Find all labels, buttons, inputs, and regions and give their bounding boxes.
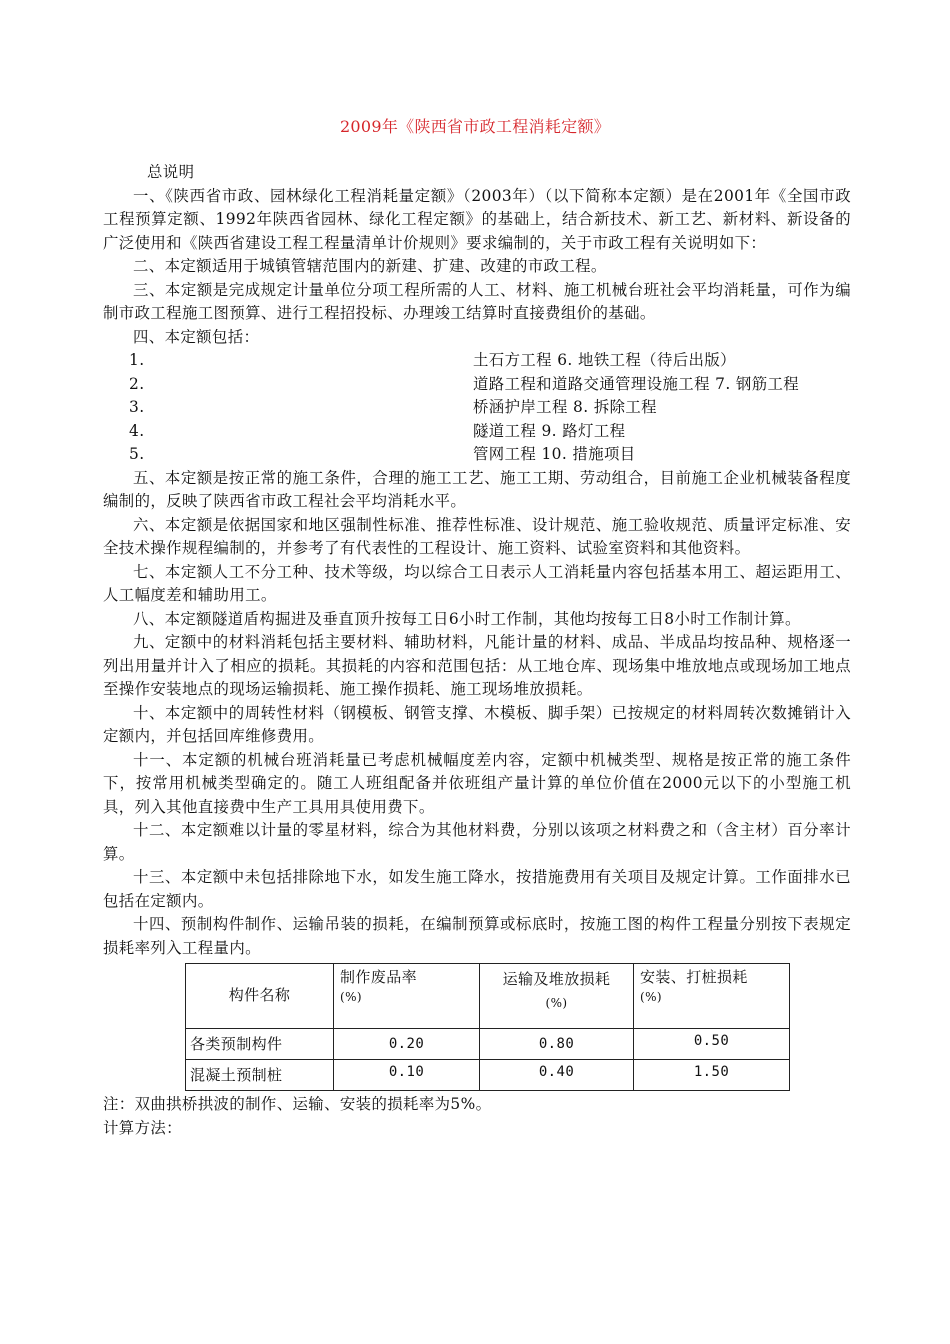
row-scrap-rate: 0.20 [334,1029,480,1060]
list-item [103,373,851,397]
header-transport-loss-label: 运输及堆放损耗 [502,970,611,988]
scope-list [103,349,851,467]
document-body [103,161,851,1140]
list-item-number: 1. [129,351,145,369]
paragraph-1: 一、《陕西省市政、园林绿化工程消耗量定额》（2003年）（以下简称本定额）是在2001年《全国市政工程预算定额、1992年陕西省园林、绿化工程定额》的基础上，结合新技术、新工艺、新材料、新设备的广泛使用和《陕西省建设工程工程量清单计价规则》要求编制的，关于市政工程有关说明如下： [103,186,851,252]
list-item-text: 管网工程 10. 措施项目 [473,445,636,463]
paragraph-13: 十三、本定额中未包括排除地下水，如发生施工降水，按措施费用有关项目及规定计算。工作面排水已包括在定额内。 [103,868,851,910]
header-scrap-rate-unit: (%) [340,990,362,1004]
paragraph-4: 四、本定额包括： [133,327,260,346]
table-row [186,1060,790,1091]
list-item [103,420,851,444]
paragraph-10: 十、本定额中的周转性材料（钢模板、钢管支撑、木模板、脚手架）已按规定的材料周转次数摊销计入定额内，并包括回库维修费用。 [103,703,851,745]
paragraph-5: 五、本定额是按正常的施工条件，合理的施工工艺、施工工期、劳动组合，目前施工企业机械装备程度编制的，反映了陕西省市政工程社会平均消耗水平。 [103,468,851,510]
header-scrap-rate-label: 制作废品率 [340,968,418,986]
list-item-number: 4. [129,421,145,440]
paragraph-12: 十二、本定额难以计量的零星材料，综合为其他材料费，分别以该项之材料费之和（含主材）百分率计算。 [103,821,851,863]
list-item-text: 隧道工程 9. 路灯工程 [473,421,626,440]
list-item-text: 桥涵护岸工程 8. 拆除工程 [473,398,657,416]
header-install-loss [634,964,790,1029]
loss-rate-table [185,963,790,1091]
paragraph-14: 十四、预制构件制作、运输吊装的损耗，在编制预算或标底时，按施工图的构件工程量分别按下表规定损耗率列入工程量内。 [103,915,851,957]
row-transport-loss: 0.80 [480,1029,634,1060]
paragraph-3: 三、本定额是完成规定计量单位分项工程所需的人工、材料、施工机械台班社会平均消耗量，可作为编制市政工程施工图预算、进行工程招投标、办理竣工结算时直接费组价的基础。 [103,280,851,322]
section-heading: 总说明 [147,163,195,181]
header-install-loss-unit: (%) [640,990,662,1004]
row-scrap-rate: 0.10 [334,1060,480,1091]
row-install-loss: 0.50 [634,1029,790,1060]
table-row [186,1029,790,1060]
paragraph-8: 八、本定额隧道盾构掘进及垂直顶升按每工日6小时工作制，其他均按每工日8小时工作制计算。 [133,609,801,628]
header-install-loss-label: 安装、打桩损耗 [640,968,748,986]
header-scrap-rate [334,964,480,1029]
paragraph-7: 七、本定额人工不分工种、技术等级，均以综合工日表示人工消耗量内容包括基本用工、超运距用工、人工幅度差和辅助用工。 [103,562,851,604]
row-component-name: 各类预制构件 [186,1029,334,1060]
header-component-name: 构件名称 [186,964,334,1029]
calc-method-label: 计算方法： [103,1118,182,1137]
paragraph-6: 六、本定额是依据国家和地区强制性标准、推荐性标准、设计规范、施工验收规范、质量评定标准、安全技术操作规程编制的，并参考了有代表性的工程设计、施工资料、试验室资料和其他资料。 [103,515,851,557]
row-install-loss: 1.50 [634,1060,790,1091]
list-item-number: 3. [129,398,145,416]
list-item-number: 5. [129,445,145,463]
table-header-row [186,964,790,1029]
row-component-name: 混凝土预制桩 [186,1060,334,1091]
list-item-number: 2. [129,374,145,393]
table-note: 注：双曲拱桥拱波的制作、运输、安装的损耗率为5%。 [103,1095,492,1113]
header-transport-loss-unit: (%) [545,996,568,1010]
list-item-text: 道路工程和道路交通管理设施工程 7. 钢筋工程 [473,374,800,393]
row-transport-loss: 0.40 [480,1060,634,1091]
document-title: 2009年《陕西省市政工程消耗定额》 [339,117,611,136]
header-transport-loss [480,964,634,1029]
list-item-text: 土石方工程 6. 地铁工程（待后出版） [473,351,736,369]
list-item [103,396,851,420]
paragraph-9: 九、定额中的材料消耗包括主要材料、辅助材料，凡能计量的材料、成品、半成品均按品种、规格逐一列出用量并计入了相应的损耗。其损耗的内容和范围包括：从工地仓库、现场集中堆放地点或现场加工地点至操作安装地点的现场运输损耗、施工操作损耗、施工现场堆放损耗。 [103,633,851,698]
paragraph-11: 十一、本定额的机械台班消耗量已考虑机械幅度差内容，定额中机械类型、规格是按正常的施工条件下，按常用机械类型确定的。随工人班组配备并依班组产量计算的单位价值在2000元以下的小型施工机具，列入其他直接费中生产工具用具使用费下。 [103,750,851,816]
list-item [103,443,851,467]
paragraph-2: 二、本定额适用于城镇管辖范围内的新建、扩建、改建的市政工程。 [133,257,607,275]
list-item [103,349,851,373]
